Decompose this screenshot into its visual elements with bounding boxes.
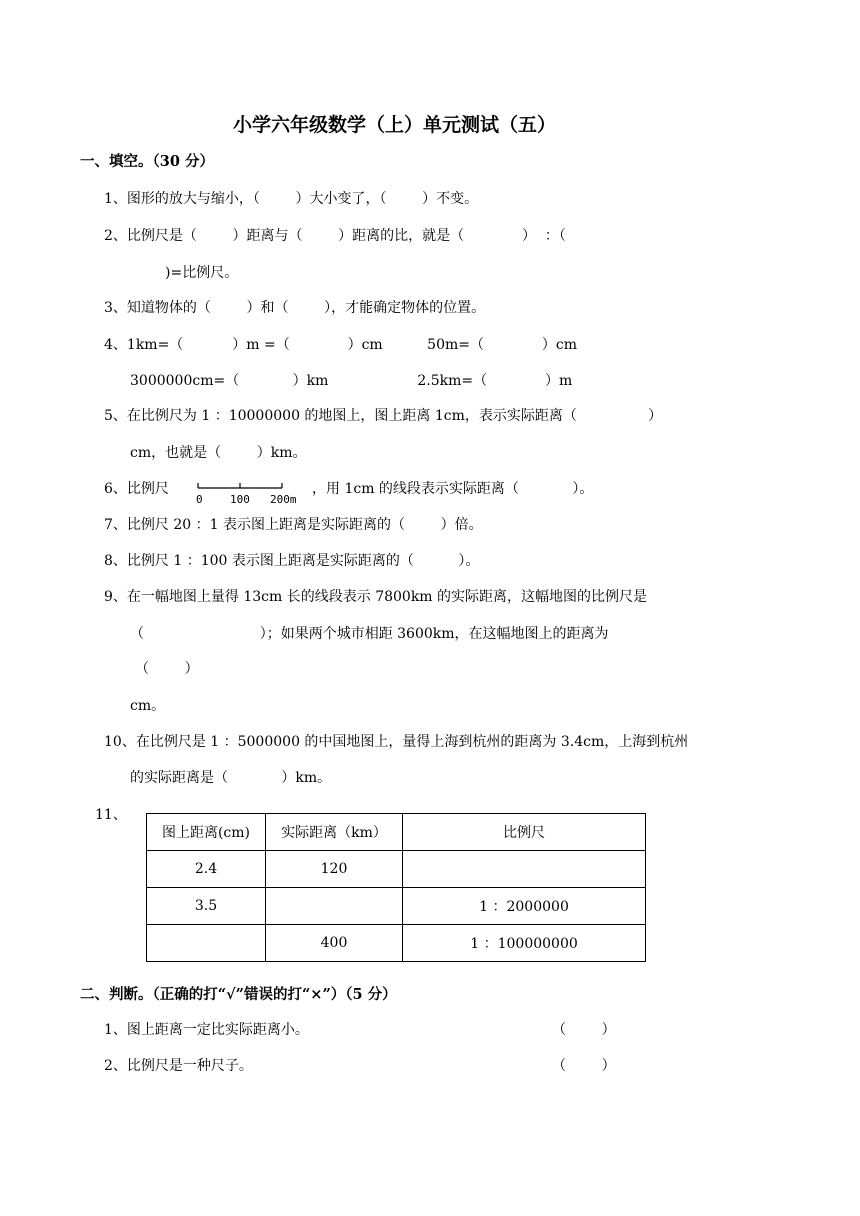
question-7: 7、比例尺 20 ：1 表示图上距离是实际距离的（ ）倍。 xyxy=(104,517,483,533)
scale-bar-icon xyxy=(188,478,303,508)
scale-label-200m: 200m xyxy=(270,493,297,506)
table-cell: 400 xyxy=(266,925,403,962)
question-10-line2: 的实际距离是（ ）km。 xyxy=(130,770,332,786)
judgment-answer-1[interactable]: （ ） xyxy=(552,1022,616,1038)
table-cell: 2.4 xyxy=(147,851,266,888)
question-6-prefix: 6、比例尺 xyxy=(104,481,169,497)
section2-heading: 二、判断。（正确的打“√”错误的打“×”）（5 分） xyxy=(80,986,397,1003)
scale-table xyxy=(146,813,646,962)
table-row xyxy=(147,851,646,888)
question-4-line1: 4、1km=（ ）m =（ ）cm 50m=（ ）cm xyxy=(104,337,577,353)
table-cell[interactable]: 120 xyxy=(266,851,403,888)
scale-label-0: 0 xyxy=(196,493,203,506)
table-cell[interactable] xyxy=(403,851,646,888)
question-9-line4: cm。 xyxy=(130,698,166,714)
question-9-line2: （ ）；如果两个城市相距 3600km，在这幅地图上的距离为 xyxy=(130,626,609,642)
question-2-line2: )=比例尺。 xyxy=(165,265,239,281)
table-row xyxy=(147,925,646,962)
section1-heading: 一、填空。（30 分） xyxy=(80,153,214,170)
question-5-line2: cm，也就是（ ）km。 xyxy=(130,445,307,461)
question-11-label: 11、 xyxy=(95,807,127,823)
judgment-item-2: 2、比例尺是一种尺子。 xyxy=(104,1058,253,1074)
question-1: 1、图形的放大与缩小，（ ）大小变了，（ ）不变。 xyxy=(104,191,479,207)
table-row xyxy=(147,888,646,925)
question-5-line1: 5、在比例尺为 1 ：10000000 的地图上，图上距离 1cm，表示实际距离（ ） xyxy=(104,408,663,424)
question-9-line1: 9、在一幅地图上量得 13cm 长的线段表示 7800km 的实际距离，这幅地图的比例尺是 xyxy=(104,589,648,605)
table-header-cell: 比例尺 xyxy=(403,814,646,851)
table-cell: 1 ：2000000 xyxy=(403,888,646,925)
table-cell: 1 ：100000000 xyxy=(403,925,646,962)
page-title: 小学六年级数学（上）单元测试（五） xyxy=(233,114,557,136)
question-3: 3、知道物体的（ ）和（ ），才能确定物体的位置。 xyxy=(104,300,486,316)
question-2-line1: 2、比例尺是（ ）距离与（ ）距离的比，就是（ ） ：（ xyxy=(104,228,566,244)
table-header-cell: 实际距离（km） xyxy=(266,814,403,851)
question-9-line3: （ ） xyxy=(135,661,199,677)
table-cell[interactable] xyxy=(266,888,403,925)
scale-label-100: 100 xyxy=(230,493,250,506)
question-4-line2: 3000000cm=（ ）km 2.5km=（ ）m xyxy=(130,373,573,389)
table-cell: 3.5 xyxy=(147,888,266,925)
table-header-cell: 图上距离(cm) xyxy=(147,814,266,851)
judgment-answer-2[interactable]: （ ） xyxy=(552,1058,616,1074)
judgment-item-1: 1、图上距离一定比实际距离小。 xyxy=(104,1022,309,1038)
table-header-row xyxy=(147,814,646,851)
question-10-line1: 10、在比例尺是 1 ：5000000 的中国地图上，量得上海到杭州的距离为 3.4cm，上海到杭州 xyxy=(104,734,689,750)
question-8: 8、比例尺 1 ：100 表示图上距离是实际距离的（ ）。 xyxy=(104,553,480,569)
question-6-suffix: ，用 1cm 的线段表示实际距离（ ）。 xyxy=(312,481,594,497)
table-cell[interactable] xyxy=(147,925,266,962)
